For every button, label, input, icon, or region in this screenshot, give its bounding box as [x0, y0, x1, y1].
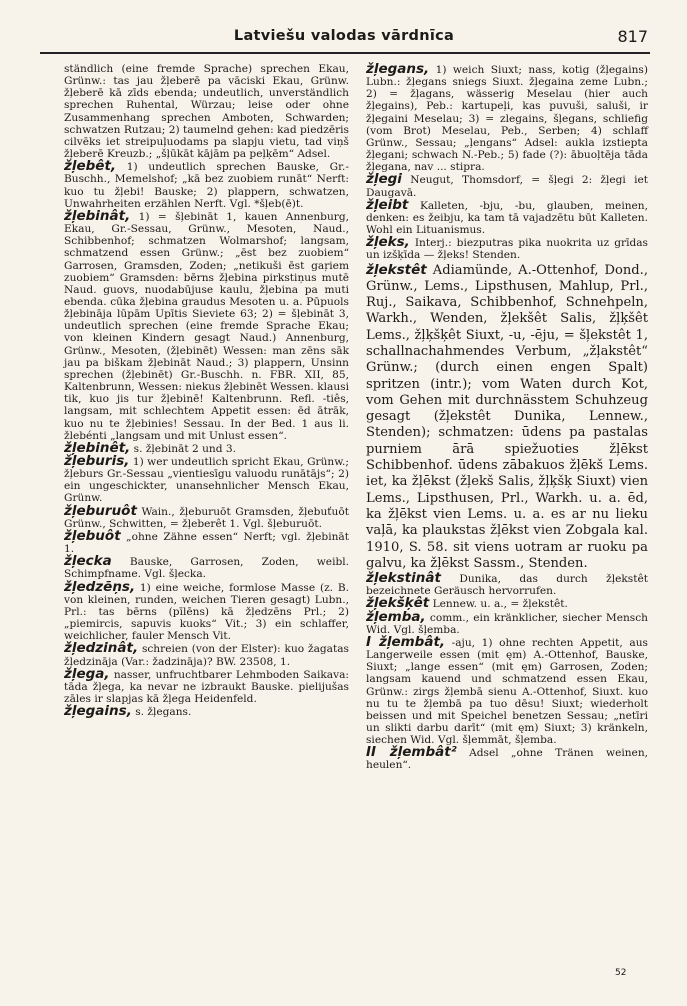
entry-headword: žļekstêt: [366, 261, 427, 278]
entry-headword: žļekstinât: [366, 570, 441, 587]
entry-headword: žļegi: [366, 171, 402, 188]
dictionary-entry: [366, 746, 648, 771]
entry-text: Bauske, Garrosen, Zoden, weibl. Schimpfname. Vgl. šļecka.: [64, 556, 349, 581]
page-number: 817: [617, 27, 648, 46]
entry-text: Interj.: biezputras pika nuokrita uz grīdas un izšķīda — žļeks! Stenden.: [366, 237, 648, 262]
header-rule: [40, 52, 650, 54]
dictionary-entry: [366, 572, 648, 597]
entry-headword: I žļembât,: [366, 633, 446, 650]
entry-headword: žļeibt: [366, 196, 409, 213]
dictionary-entry: [64, 455, 349, 505]
dictionary-entry: [64, 63, 349, 160]
entry-headword: žļebêt,: [64, 158, 117, 175]
entry-text: Neugut, Thomsdorf, = šļegi 2: žļegi iet Daugavā.: [366, 174, 648, 199]
dictionary-entry: [64, 502, 349, 530]
entry-text: 1) weich Siuxt; nass, kotig (žļegains) Lubn.: žļegans sniegs Siuxt. žļegaina zeme Lubn.; 2) = žļagans, wässerig Meselau (hier auch žļegains), Peb.: kartupeļi, kas puvuši, saluši, ir žļegaini Meselau; 3) = zlegains, šļegans, schliefig (vom Brot) Meselau, Peb., Serben; 4) schlaff Grünw., Sessau; „ļengans“ Adsel: aukla izstiepta žļegani; schwach N.-Peb.; 5) fade (?): ābuoļtēja tāda žļegana, nav ... stipra.: [366, 64, 648, 174]
entry-text: Kalleten, -bju, -bu, glauben, meinen, denken: es žeibju, ka tam tā vajadzētu būt Kalleten. Wohl ein Lituanismus.: [366, 199, 648, 237]
entry-headword: žļecka: [64, 553, 112, 570]
entry-text: ständlich (eine fremde Sprache) sprechen Ekau, Grünw.: tas jau žļeberē pa vāciski Ekau, Grünw. žļeberē kā zīds ebenda; undeutlich, unverständlich sprechen Ruhental, Würzau; leise oder ohne Zusammenhang sprechen Amboten, Schwarden; schwatzen Rutzau; 2) taumelnd gehen: kad piedzēris cilvēks iet streipuļuodams pa slapju vietu, tad viņš žļeberē Kreuzb.; „šļūkāt kājām pa peļķēm“ Adsel.: [64, 63, 349, 161]
dictionary-entry: [366, 173, 648, 198]
entry-headword: žļebinât,: [64, 207, 131, 224]
entry-text: Adiamünde, A.-Ottenhof, Dond., Grünw., Lems., Lipsthusen, Mahlup, Prl., Ruj., Saikava, Schibbenhof, Schnehpeln, Warkh., Wenden, žļekšêt Salis, žļķšêt Lems., žļķšķêt Siuxt, -u, -ēju, = šļekstêt 1, schallnachahmendes Verbum, „žļakstêt“ Grünw.; (durch einen engen Spalt) spritzen (intr.); vom Waten durch Kot, vom Gehen mit durchnässtem Schuhzeug gesagt (žļekstêt Dunika, Lennew., Stenden); schmatzen: ūdens pa pastalas purniem ārā spiežuoties žļēkst Schibbenhof. ūdens zābakuos žļēkš Lems. iet, ka žļēkst (žļekš Salis, žļķšķ Siuxt) vien Lems., Lipsthusen, Prl., Warkh. u. a. ēd, ka žļēkst vien Lems. u. a. es ar nu lieku vaļā, ka plaukstas žļēkst vien Zobgala kal. 1910, S. 58. sit viens uotram ar ruoku pa galvu, ka žļēkst Sassm., Stenden.: [366, 262, 649, 571]
dictionary-entry: [366, 196, 648, 237]
entry-headword: žļeburuôt: [64, 502, 137, 519]
dictionary-entry: [366, 236, 648, 261]
entry-text: 1) = šļebināt 1, kauen Annenburg, Ekau, Gr.-Sessau, Grünw., Mesoten, Naud., Schibbenhof; schmatzen Wolmarshof; langsam, schmatzend essen Grünw.; „ēst bez zuobiem“ Garrosen, Gramsden, Zoden; „netikuši ēst gaŗiem zuobiem“ Gramsden: bērns žļebina pirkstiņus mutē Naud. guovs, nuodabūjuse kaulu, žļebina pa muti ebenda. cūka žļebina graudus Mesoten u. a. Pūpuols žļebināja lūpām Upītis Sieviete 63; 2) = šļebināt 3, undeutlich sprechen (eine fremde Sprache Ekau; von kleinen Kindern gesagt Naud.) Annenburg, Grünw., Mesoten, (žļebinēt) Wessen: man zēns sāk jau pa biškam žļebināt Naud.; 3) plappern, Unsinn sprechen (žļebinēt) Gr.-Buschh. n. FBR. XII, 85, Kaltenbrunn, Wessen: niekus žļebinēt Wessen. klausi tik, kuo jis tur žļebinē! Kaltenbrunn. Refl. -tiês, langsam, mit schlechtem Appetit essen: ēd ātrāk, kuo nu te žļebinies! Sessau. In der Bed. 1 aus li. žlebénti „langsam und mit Unlust essen“.: [64, 210, 349, 442]
dictionary-entry: [366, 63, 648, 173]
entry-text: Adsel „ohne Tränen weinen, heulen“.: [366, 747, 649, 772]
entry-text: „ohne Zähne essen“ Nerft; vgl. žļebināt 1.: [64, 530, 349, 556]
entry-text: schreien (von der Elster): kuo žagatas žļedzināja (Var.: žadzināja)? BW. 23508, 1.: [64, 643, 349, 668]
entry-headword: žļebuôt: [64, 527, 121, 544]
entry-text: comm., ein kränklicher, siecher Mensch Wid. Vgl. šļemba.: [366, 611, 648, 636]
entry-headword: II žļembât²: [366, 744, 457, 761]
entry-text: Dunika, das durch žļekstêt bezeichnete Geräusch hervorrufen.: [366, 573, 648, 598]
left-column: [64, 63, 349, 718]
dictionary-entry: [64, 555, 349, 580]
dictionary-entry: [64, 160, 349, 210]
entry-text: 1) undeutlich sprechen Bauske, Gr.-Buschh., Memelshof; „kā bez zuobiem runāt“ Nerft: kuo tu žļebi! Bauske; 2) plappern, schwatzen, Unwahrheiten erzählen Nerft. Vgl. *šļeb(ē)t.: [64, 161, 349, 210]
dictionary-entry: [64, 527, 349, 556]
entry-text: 1) wer undeutlich spricht Ekau, Grünw.; žļeburs Gr.-Sessau „vientiesīgu valuodu runātājs“; 2) ein ungeschickter, unansehnlicher Mensch Ekau, Grünw.: [64, 456, 349, 505]
entry-headword: žļega,: [64, 665, 110, 682]
entry-text: nasser, unfruchtbarer Lehmboden Saikava: tāda žļega, ka nevar ne izbraukt Bauske. pielijušas zāles ir slapjas kā žļega Heidenfeld.: [64, 668, 349, 705]
entry-headword: žļedzēņs,: [64, 578, 136, 595]
entry-text: -aju, 1) ohne rechten Appetit, aus Langerweile essen (mit ęm) A.-Ottenhof, Bauske, Siuxt; „lange essen“ (mit ęm) Garrosen, Zoden; langsam kauend und schmatzend essen Ekau, Grünw.: zirgs žļembā sienu A.-Ottenhof, Siuxt. kuo nu tu te žļembā pa tuo dēsu! Siuxt; wiederholt beissen und mit Speichel benetzen Sessau; „netīri un slikti darbu darīt“ (mit ęm) Siuxt; 3) kränkeln, siechen Wid. Vgl. šļemmāt, šļemba.: [366, 636, 648, 747]
entry-headword: žļemba,: [366, 608, 426, 625]
dictionary-entry: [366, 633, 648, 747]
entry-text: s. žļegans.: [135, 706, 192, 719]
entry-headword: žļeks,: [366, 234, 410, 251]
entry-text: Lennew. u. a., = žļekstêt.: [432, 598, 568, 611]
entry-headword: žļebinêt,: [64, 439, 131, 456]
page-header: [40, 28, 648, 50]
dictionary-entry: [64, 578, 349, 643]
entry-headword: žļekšķêt: [366, 595, 430, 612]
dictionary-entry: [64, 665, 349, 705]
entry-text: s. žļebināt 2 und 3.: [133, 442, 237, 455]
dictionary-entry: [64, 207, 349, 442]
entry-text: 1) eine weiche, formlose Masse (z. B. von kleinen, runden, weichen Tieren gesagt) Lubn., Prl.: tas bērns (pīlēns) kā žļedzēns Prl.; 2) „piemircis, sapuvis kuoks“ Vit.; 3) ein schlaffer, weichlicher, fauler Mensch Vit.: [64, 581, 349, 643]
dictionary-entry: [366, 608, 648, 636]
page-title: Latviešu valodas vārdnīca: [233, 28, 455, 44]
dictionary-entry: [64, 642, 349, 667]
right-column: [366, 63, 648, 772]
dictionary-entry: [64, 705, 349, 718]
entry-headword: žļegans,: [366, 61, 430, 77]
printer-signature: 52: [615, 968, 627, 978]
entry-headword: žļeburis,: [64, 453, 130, 469]
entry-headword: žļegains,: [64, 703, 132, 720]
entry-text: Wain., žļeburuōt Gramsden, žļebuťuōt Grünw., Schwitten, = žļeberêt 1. Vgl. šļeburuōt.: [64, 505, 349, 530]
entry-headword: žļedzinât,: [64, 640, 139, 657]
dictionary-entry: [366, 262, 648, 573]
